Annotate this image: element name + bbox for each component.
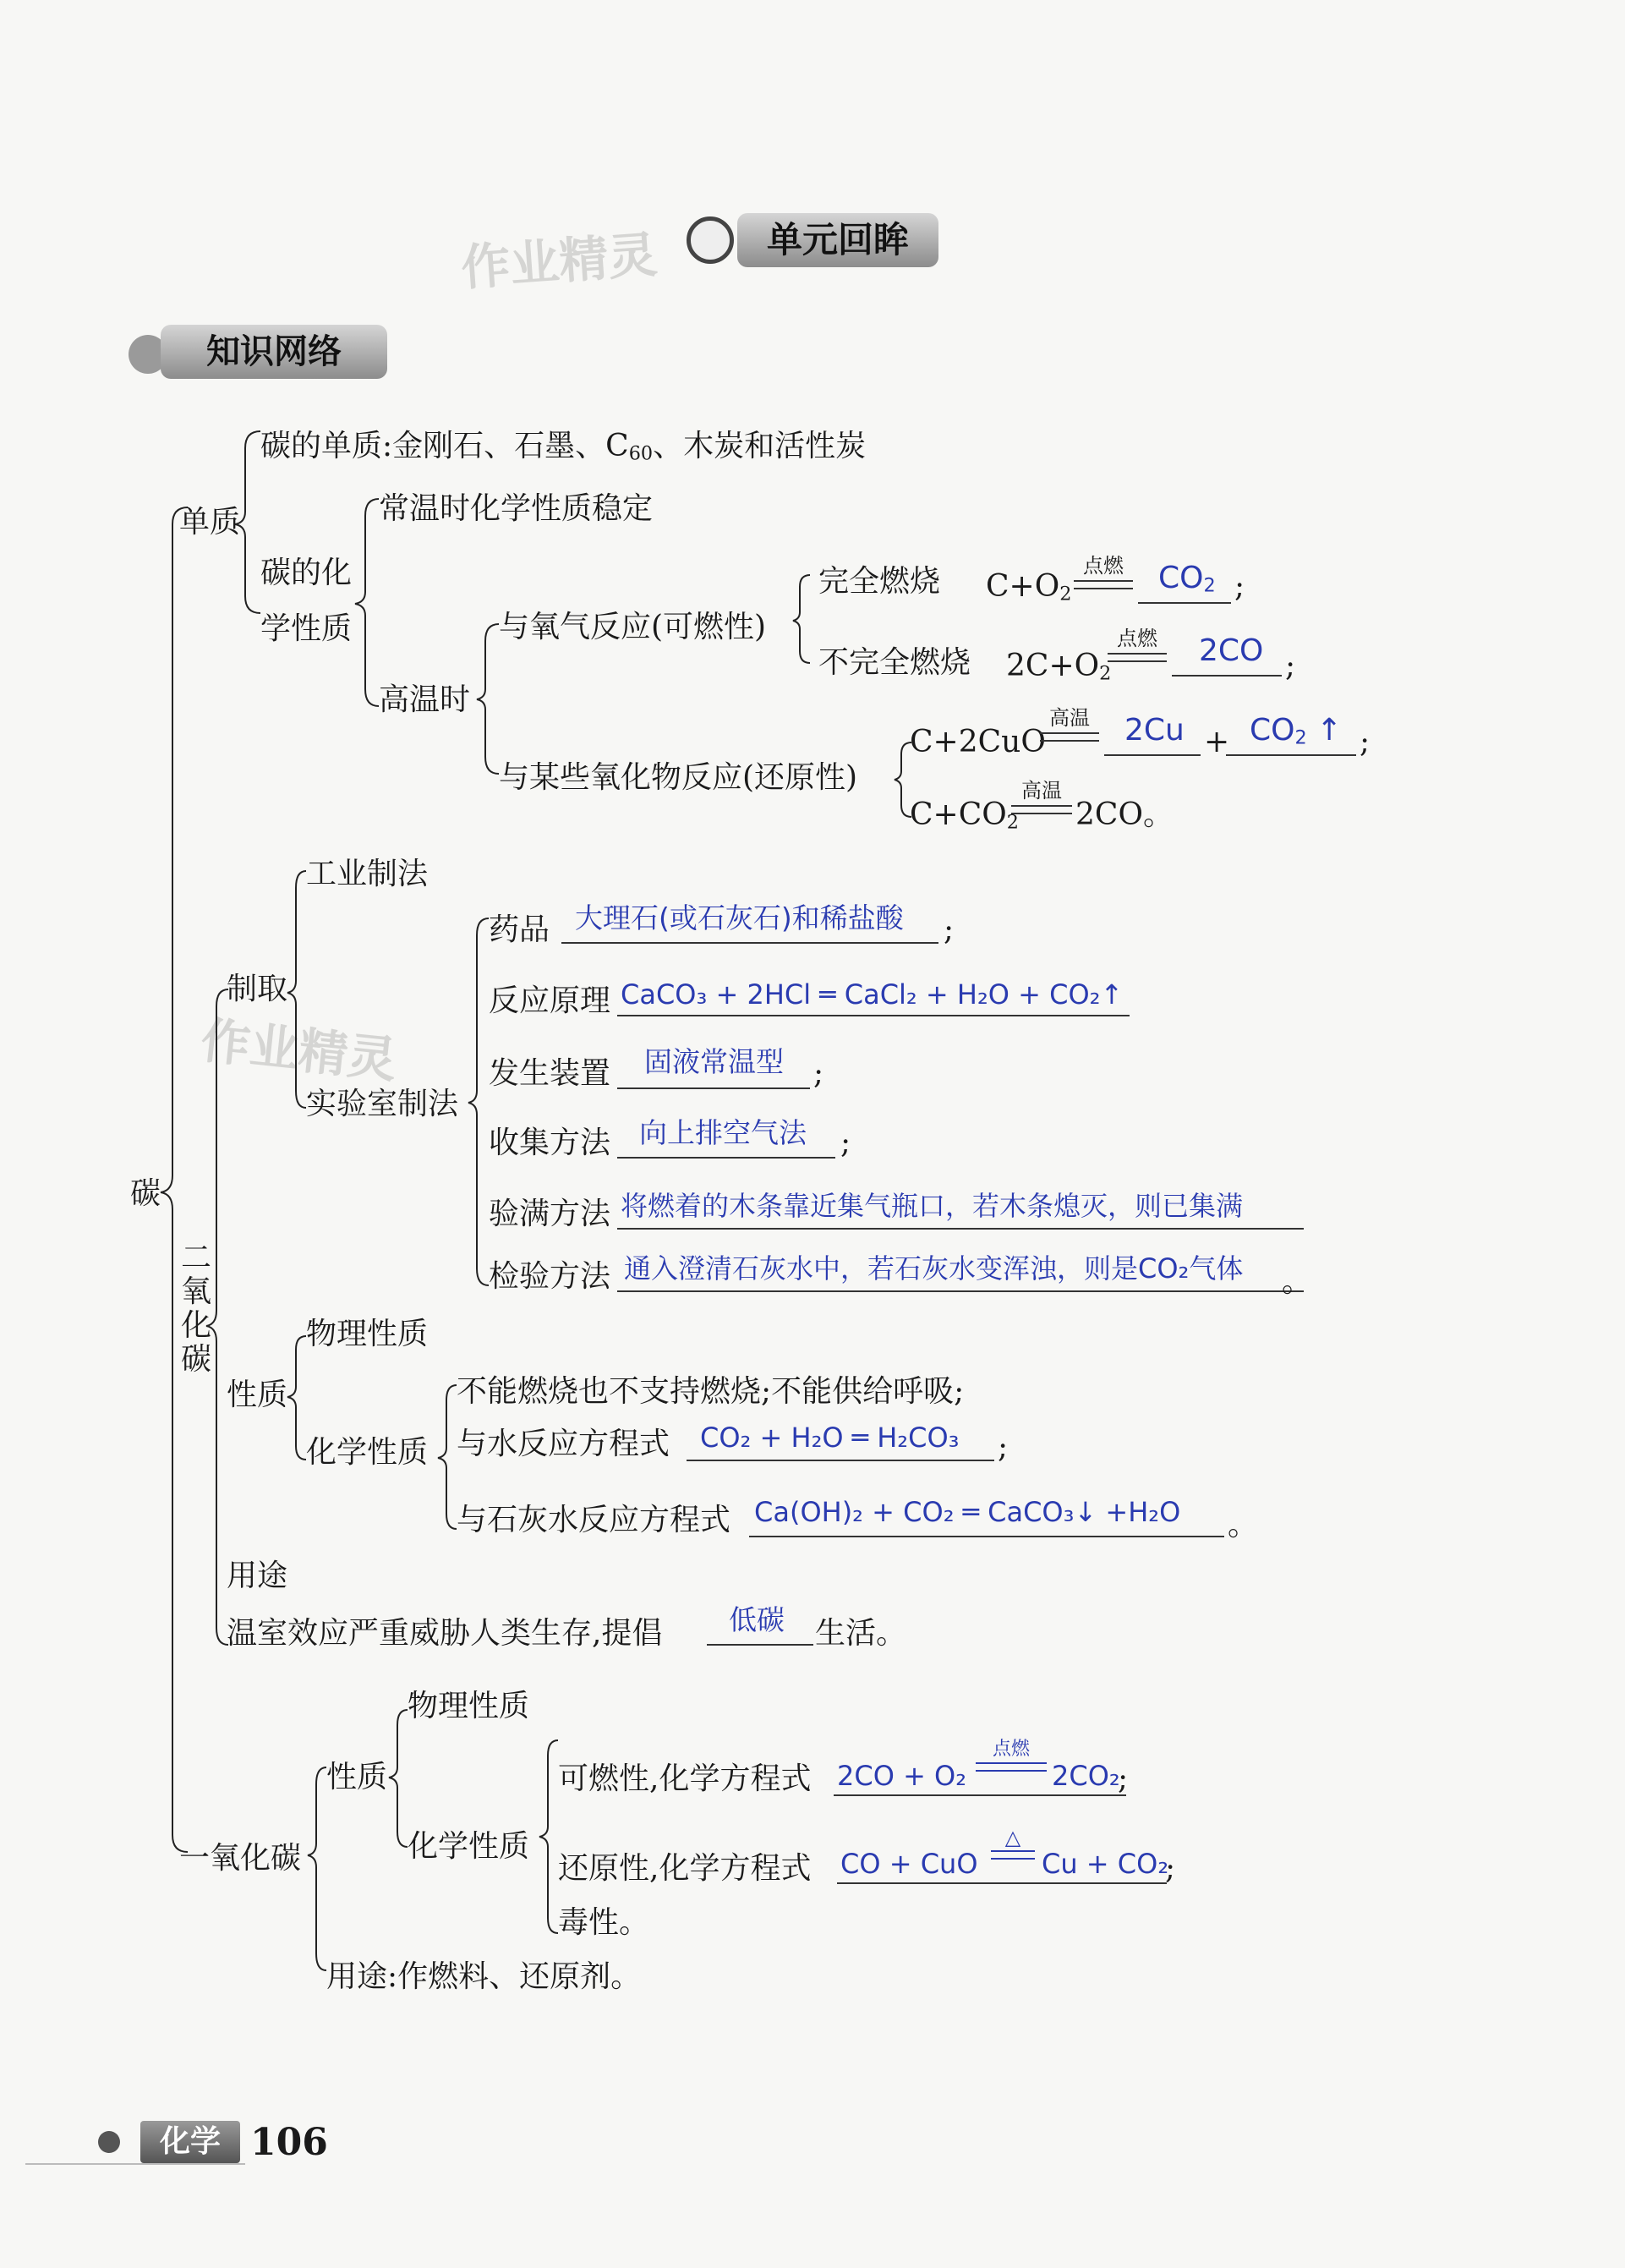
- brace-co2-chem: [438, 1385, 457, 1529]
- collect-answer: 向上排空气法: [639, 1116, 807, 1149]
- co-label: 一氧化碳: [179, 1841, 302, 1876]
- incomplete-eq-blank[interactable]: [1172, 675, 1282, 677]
- greenhouse-blank[interactable]: [707, 1644, 813, 1646]
- co-flam-condition: 点燃: [992, 1739, 1030, 1760]
- greenhouse-answer: 低碳: [729, 1603, 785, 1636]
- brace-co-chem: [539, 1740, 558, 1933]
- incomplete-eq-condition: 点燃: [1117, 627, 1157, 650]
- water-semicolon: ;: [998, 1430, 1009, 1465]
- cuo-answer-cu: 2Cu: [1124, 713, 1185, 748]
- brace-co2-props: [287, 1336, 306, 1460]
- co-flam-eq-sign: [976, 1762, 1047, 1772]
- test-period: 。: [1282, 1264, 1313, 1299]
- principle-answer: CaCO₃ + 2HCl ═ CaCl₂ + H₂O + CO₂↑: [621, 978, 1124, 1011]
- incomplete-eq-sign: [1108, 653, 1167, 662]
- water-blank[interactable]: [687, 1460, 994, 1461]
- co-use: 用途:作燃料、还原剂。: [326, 1959, 642, 1994]
- full-answer: 将燃着的木条靠近集气瓶口，若木条熄灭，则已集满: [621, 1190, 1244, 1222]
- simple-substances: 碳的单质:金刚石、石墨、$C_{60}$、木炭和活性炭: [260, 429, 867, 465]
- cuo-semicolon: ;: [1360, 725, 1371, 759]
- cuo-eq-left: C+2CuO: [910, 725, 1046, 759]
- co2-eq-condition: 高温: [1021, 779, 1062, 803]
- cuo-blank-1[interactable]: [1104, 754, 1201, 756]
- industrial-prep: 工业制法: [306, 857, 429, 891]
- root-carbon: 碳: [130, 1176, 161, 1211]
- brace-lab: [468, 918, 489, 1285]
- lab-prep: 实验室制法: [306, 1087, 459, 1121]
- cuo-blank-2[interactable]: [1226, 754, 1356, 756]
- complete-eq-semicolon: ;: [1234, 569, 1245, 604]
- simple-chem-1: 碳的化: [260, 556, 353, 590]
- test-answer: 通入澄清石灰水中，若石灰水变浑浊，则是CO₂气体: [624, 1252, 1244, 1285]
- cuo-answer-co2: $CO_2$ ↑: [1250, 713, 1343, 749]
- co2-eq-left: $C+CO_2$: [910, 797, 1019, 834]
- full-blank[interactable]: [617, 1228, 1304, 1230]
- collect-semicolon: ;: [840, 1126, 851, 1160]
- co2-props-label: 性质: [227, 1378, 288, 1412]
- principle-label: 反应原理: [489, 983, 611, 1018]
- co-flam-semicolon: ;: [1118, 1761, 1129, 1796]
- test-label: 检验方法: [489, 1259, 611, 1294]
- incomplete-burn: 不完全燃烧: [818, 645, 971, 680]
- brace-simple-chem: [355, 499, 379, 706]
- complete-eq-blank[interactable]: [1138, 602, 1231, 604]
- high-temp: 高温时: [379, 682, 471, 717]
- lime-label: 与石灰水反应方程式: [457, 1503, 731, 1537]
- unit-title: 单元回眸: [737, 213, 938, 267]
- incomplete-eq-left: $2C+O_2$: [1006, 649, 1112, 685]
- footer-subject: 化学: [140, 2121, 240, 2163]
- device-answer: 固液常温型: [644, 1045, 784, 1078]
- drug-semicolon: ;: [944, 912, 955, 947]
- co-reduce-answer-right: Cu + CO₂: [1042, 1848, 1169, 1880]
- greenhouse-suffix: 生活。: [815, 1616, 907, 1651]
- brace-co-props: [389, 1710, 408, 1847]
- water-answer: CO₂ + H₂O ═ H₂CO₃: [700, 1422, 960, 1454]
- co-reduce-answer-left: CO + CuO: [840, 1848, 978, 1880]
- brace-oxide: [895, 742, 911, 817]
- incomplete-eq-semicolon: ;: [1285, 649, 1296, 683]
- co2-eq-right: 2CO。: [1075, 797, 1174, 832]
- cuo-eq-sign: [1040, 732, 1099, 742]
- footer-dot: [98, 2131, 120, 2153]
- oxygen-react: 与氧气反应(可燃性): [499, 610, 767, 644]
- brace-oxygen: [793, 575, 810, 663]
- brace-root: [161, 507, 188, 1852]
- brace-prep: [287, 871, 306, 1108]
- complete-eq-condition: 点燃: [1083, 554, 1124, 578]
- prep-label: 制取: [227, 972, 288, 1006]
- co-flam-blank[interactable]: [834, 1794, 1126, 1796]
- co-reduce-semicolon: ;: [1165, 1851, 1176, 1886]
- page-number: 106: [250, 2121, 328, 2164]
- greenhouse-text: 温室效应严重威胁人类生存,提倡: [227, 1616, 663, 1651]
- co-reduce-label: 还原性,化学方程式: [558, 1851, 812, 1886]
- complete-eq-answer: $CO_2$: [1158, 561, 1216, 597]
- cuo-eq-condition: 高温: [1049, 706, 1090, 730]
- co2-use-label: 用途: [227, 1559, 288, 1593]
- footer-rule: [25, 2163, 245, 2165]
- drug-label: 药品: [489, 912, 550, 947]
- co-reduce-eq-sign: [991, 1850, 1035, 1860]
- drug-answer: 大理石(或石灰石)和稀盐酸: [575, 901, 904, 934]
- water-label: 与水反应方程式: [457, 1427, 670, 1461]
- brace-co: [308, 1767, 326, 1970]
- co2-eq-sign: [1011, 805, 1072, 814]
- section-title: 知识网络: [161, 325, 387, 379]
- lime-blank[interactable]: [749, 1536, 1224, 1537]
- normal-temp: 常温时化学性质稳定: [379, 491, 654, 526]
- co-toxic: 毒性。: [558, 1905, 650, 1940]
- co2-phys: 物理性质: [306, 1317, 429, 1351]
- test-blank[interactable]: [617, 1290, 1304, 1292]
- watermark-top: 作业精灵: [459, 225, 659, 297]
- device-label: 发生装置: [489, 1056, 611, 1091]
- co-chem: 化学性质: [408, 1829, 530, 1864]
- brace-high-temp: [477, 624, 499, 774]
- drug-blank[interactable]: [561, 942, 938, 944]
- simple-chem-2: 学性质: [260, 611, 353, 646]
- incomplete-eq-answer: 2CO: [1199, 633, 1264, 668]
- complete-burn: 完全燃烧: [818, 564, 941, 599]
- co-props-label: 性质: [326, 1760, 388, 1794]
- co-reduce-condition: △: [1004, 1826, 1021, 1849]
- collect-label: 收集方法: [489, 1126, 611, 1160]
- device-semicolon: ;: [813, 1056, 824, 1091]
- complete-eq-left: $C+O_2$: [986, 569, 1072, 605]
- principle-blank[interactable]: [617, 1015, 1130, 1016]
- complete-eq-sign: [1074, 580, 1133, 589]
- oxide-react: 与某些氧化物反应(还原性): [499, 760, 858, 795]
- collect-blank[interactable]: [617, 1157, 835, 1159]
- co2-no-burn: 不能燃烧也不支持燃烧;不能供给呼吸;: [457, 1374, 965, 1409]
- co2-label: 二氧化碳: [181, 1241, 212, 1377]
- device-blank[interactable]: [617, 1087, 810, 1089]
- lime-period: 。: [1228, 1508, 1259, 1542]
- co-flam-answer-right: 2CO₂: [1052, 1760, 1120, 1792]
- co2-chem: 化学性质: [306, 1435, 429, 1470]
- co-flam-answer-left: 2CO + O₂: [837, 1760, 967, 1792]
- co-reduce-blank[interactable]: [837, 1882, 1167, 1884]
- cuo-plus: +: [1204, 725, 1230, 759]
- co-phys: 物理性质: [408, 1689, 530, 1723]
- full-label: 验满方法: [489, 1197, 611, 1231]
- simple-label: 单质: [179, 505, 241, 540]
- lime-answer: Ca(OH)₂ + CO₂ ═ CaCO₃↓ +H₂O: [754, 1496, 1181, 1528]
- watermark-middle: 作业精灵: [198, 1011, 400, 1089]
- co-flam-label: 可燃性,化学方程式: [558, 1761, 812, 1796]
